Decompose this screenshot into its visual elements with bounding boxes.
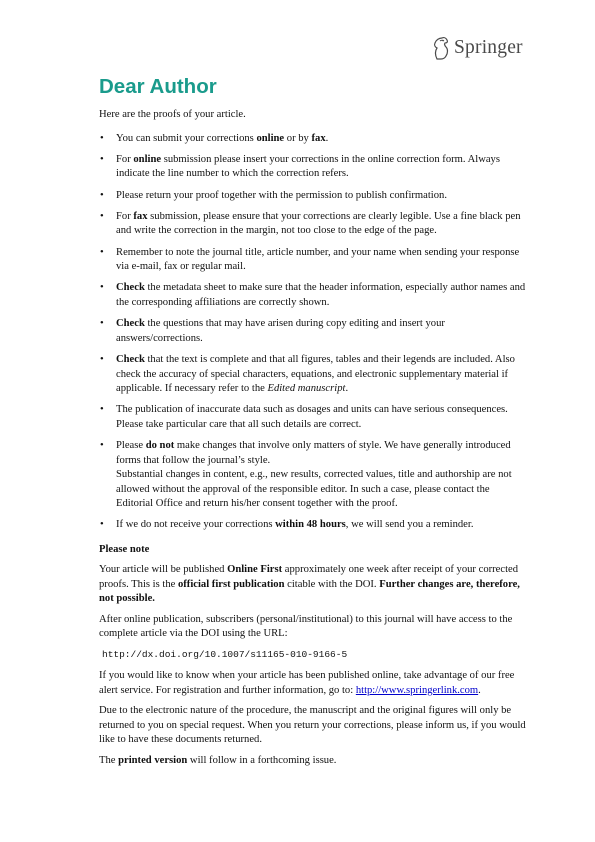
instruction-list (99, 132, 527, 533)
list-item: • For online submission please insert your corrections in the online correction form. Always indicate the line number to which the correction refers. (99, 153, 527, 182)
page-title: Dear Author (99, 75, 217, 98)
list-item: • The publication of inaccurate data such as dosages and units can have serious consequences. Please take particular care that all such details are correct. (99, 403, 527, 432)
list-item: • Check the metadata sheet to make sure that the header information, especially author names and the corresponding affiliations are correctly shown. (99, 281, 527, 310)
list-item: • Remember to note the journal title, article number, and your name when sending your response via e-mail, fax or regular mail. (99, 246, 527, 275)
printed-version-paragraph: The printed version will follow in a forthcoming issue. (99, 754, 337, 766)
list-item: • Please return your proof together with the permission to publish confirmation. (99, 189, 527, 204)
springer-horse-icon (431, 35, 451, 61)
springerlink-link[interactable]: http://www.springerlink.com (355, 684, 479, 696)
intro-text: Here are the proofs of your article. (99, 109, 246, 120)
online-first-paragraph: Your article will be published Online First approximately one week after receipt of your corrected proofs. This is the official first publication citable with the DOI. Further changes are, therefore, not possible. (99, 564, 520, 605)
springer-logo (431, 34, 523, 62)
access-paragraph: After online publication, subscribers (personal/institutional) to this journal will have access to the complete article via the DOI using the URL: (99, 613, 513, 640)
list-item: • Please do not make changes that involve only matters of style. We have generally introduced forms that follow the journal’s style. Substantial changes in content, e.g., new results, corrected values, title and authorship are not allowed without the approval of the responsible editor. In such a case, please contact the Editorial Office and return his/her consent together with the proof. (99, 439, 527, 512)
returns-paragraph: Due to the electronic nature of the procedure, the manuscript and the original figures will only be returned to you on special request. When you return your corrections, please inform us, if you would like to have these documents returned. (99, 705, 526, 746)
springer-wordmark: Springer (454, 36, 523, 58)
please-note-heading: Please note (99, 543, 150, 555)
letter-body (99, 108, 527, 774)
list-item: • Check the questions that may have arisen during copy editing and insert your answers/corrections. (99, 317, 527, 346)
list-item: • You can submit your corrections online or by fax. (99, 132, 527, 147)
list-item: • Check that the text is complete and that all figures, tables and their legends are included. Also check the accuracy of special characters, equations, and electronic supplementary material if applicable. If necessary refer to the Edited manuscript. (99, 353, 527, 397)
list-item-subtext: Substantial changes in content, e.g., new results, corrected values, title and authorship are not allowed without the approval of the responsible editor. In such a case, please contact the Editorial Office and return his/her consent together with the proof. (116, 469, 512, 510)
list-item: • For fax submission, please ensure that your corrections are clearly legible. Use a fine black pen and write the correction in the margin, not too close to the edge of the page. (99, 210, 527, 239)
alert-paragraph: If you would like to know when your article has been published online, take advantage of our free alert service. For registration and further information, go to: http://www.springerlink.com. (99, 670, 515, 696)
list-item: • If we do not receive your corrections within 48 hours, we will send you a reminder. (99, 518, 527, 533)
doi-url: http://dx.doi.org/10.1007/s11165-010-9166-5 (102, 648, 348, 660)
